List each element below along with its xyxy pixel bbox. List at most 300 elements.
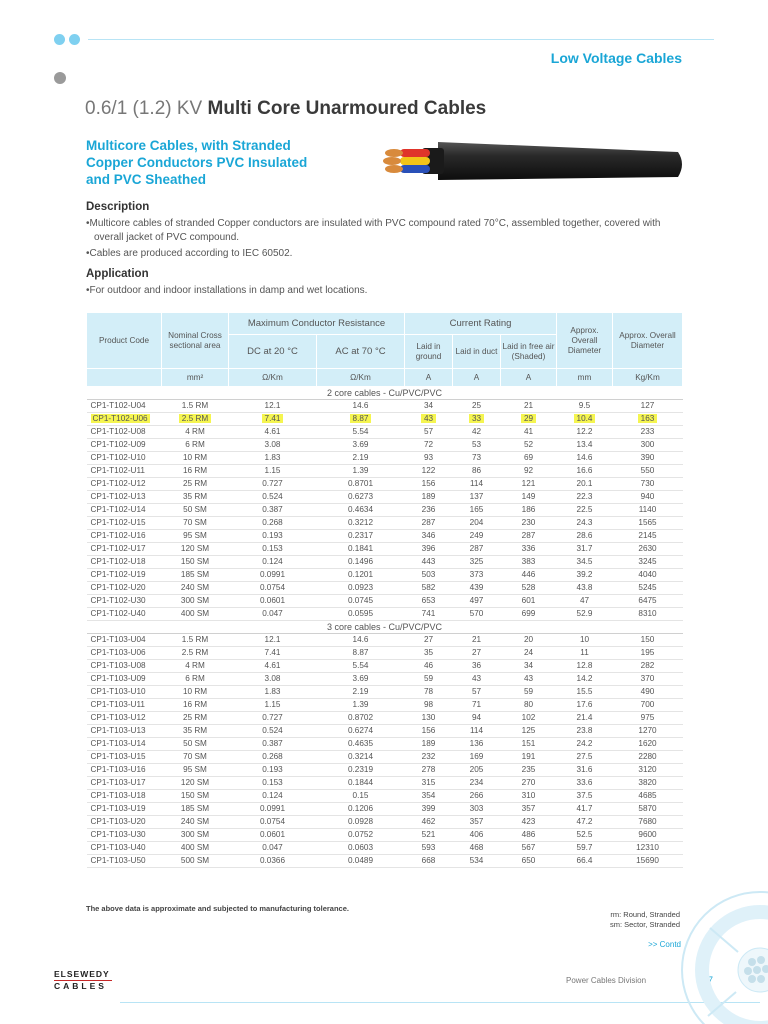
product-code-cell [87, 478, 162, 491]
table-cell [317, 647, 405, 660]
table-cell [229, 855, 317, 868]
cell-value: 593 [421, 843, 436, 852]
table-cell [229, 530, 317, 543]
cell-value: 20 [523, 635, 534, 644]
cell-value: 66.4 [576, 856, 593, 865]
cell-value: 0.0745 [347, 596, 374, 605]
table-cell [453, 491, 501, 504]
cell-value: 357 [469, 817, 484, 826]
cell-value: 0.124 [262, 791, 283, 800]
table-row [87, 803, 683, 816]
header-weight: Approx. Overall Diameter [613, 313, 683, 369]
cell-value: 0.268 [262, 518, 283, 527]
table-cell [501, 842, 557, 855]
table-cell [162, 790, 229, 803]
cell-value: 1270 [638, 726, 657, 735]
cell-value: 0.0928 [347, 817, 374, 826]
table-cell [613, 634, 683, 647]
table-cell [229, 790, 317, 803]
description-text [86, 217, 666, 261]
table-row [87, 829, 683, 842]
table-cell [162, 699, 229, 712]
group-label: 2 core cables - Cu/PVC/PVC [87, 387, 683, 400]
cell-value: CP1-T103-U04 [90, 635, 146, 644]
table-cell [501, 504, 557, 517]
cell-value: CP1-T103-U30 [90, 830, 146, 839]
table-cell [613, 712, 683, 725]
table-cell [229, 569, 317, 582]
group-label: 3 core cables - Cu/PVC/PVC [87, 621, 683, 634]
table-cell [453, 517, 501, 530]
table-cell [405, 491, 453, 504]
table-cell [501, 569, 557, 582]
cell-value: 975 [640, 713, 655, 722]
cell-value: CP1-T103-U11 [90, 700, 145, 709]
product-code-cell [87, 842, 162, 855]
legend-item: sm: Sector, Stranded [609, 920, 680, 929]
cell-value: CP1-T103-U13 [90, 726, 146, 735]
table-cell [162, 530, 229, 543]
cell-value: 300 SM [180, 830, 210, 839]
table-cell [405, 816, 453, 829]
decorative-dots [54, 34, 80, 45]
cell-value: 35 RM [182, 726, 208, 735]
table-cell [453, 465, 501, 478]
cell-value: 78 [423, 687, 434, 696]
cell-value: 12.1 [264, 635, 281, 644]
table-cell [162, 504, 229, 517]
cell-value: 29 [521, 414, 536, 423]
table-cell [405, 738, 453, 751]
cell-value: 5870 [638, 804, 657, 813]
cell-value: 300 SM [180, 596, 210, 605]
product-code-cell [87, 764, 162, 777]
table-cell [162, 465, 229, 478]
cell-value: 46 [423, 661, 434, 670]
cell-value: 287 [469, 544, 484, 553]
application-heading: Application [86, 268, 149, 280]
table-cell [317, 569, 405, 582]
cell-value: 189 [421, 492, 436, 501]
table-cell [229, 764, 317, 777]
table-row [87, 660, 683, 673]
table-cell [229, 556, 317, 569]
cell-value: 443 [421, 557, 436, 566]
table-cell [405, 790, 453, 803]
table-cell [162, 595, 229, 608]
cell-value: 8.87 [352, 648, 369, 657]
cell-value: 0.387 [262, 505, 283, 514]
cell-value: CP1-T103-U16 [90, 765, 146, 774]
cell-value: 28.6 [576, 531, 593, 540]
table-cell [317, 595, 405, 608]
cell-value: 10 [579, 635, 590, 644]
cell-value: 270 [521, 778, 536, 787]
table-cell [317, 816, 405, 829]
cell-value: 0.193 [262, 765, 283, 774]
product-code-cell [87, 673, 162, 686]
table-cell [453, 595, 501, 608]
cell-value: 0.3214 [347, 752, 374, 761]
cell-value: 52.5 [576, 830, 593, 839]
table-cell [613, 660, 683, 673]
cell-value: 4.61 [264, 661, 281, 670]
units-row [87, 369, 683, 387]
table-cell [557, 660, 613, 673]
cell-value: CP1-T103-U08 [90, 661, 146, 670]
cell-value: 36 [471, 661, 482, 670]
cell-value: 0.0754 [259, 583, 286, 592]
table-cell [453, 699, 501, 712]
table-cell [613, 452, 683, 465]
cell-value: 266 [469, 791, 484, 800]
cable-image [378, 130, 688, 190]
cell-value: CP1-T103-U18 [90, 791, 146, 800]
cell-value: 582 [421, 583, 436, 592]
table-cell [229, 738, 317, 751]
table-cell [317, 777, 405, 790]
table-cell [405, 569, 453, 582]
cell-value: 52.9 [576, 609, 593, 618]
cell-value: 653 [421, 596, 436, 605]
cell-value: 0.1206 [347, 804, 374, 813]
cell-value: 0.0489 [347, 856, 374, 865]
table-cell [317, 465, 405, 478]
cell-value: 400 SM [180, 609, 210, 618]
cell-value: 185 SM [180, 570, 210, 579]
table-cell [453, 790, 501, 803]
cell-value: CP1-T102-U19 [90, 570, 146, 579]
cell-value: 120 SM [180, 544, 210, 553]
cell-value: 1.83 [264, 453, 281, 462]
table-cell [501, 790, 557, 803]
table-cell [453, 413, 501, 426]
table-cell [317, 829, 405, 842]
cell-value: CP1-T102-U09 [90, 440, 146, 449]
unit-cell: Kg/Km [613, 369, 683, 387]
table-cell [613, 803, 683, 816]
cell-value: 59 [523, 687, 534, 696]
group-row [87, 621, 683, 634]
product-code-cell [87, 647, 162, 660]
cell-value: 0.1496 [347, 557, 374, 566]
cell-value: 0.387 [262, 739, 283, 748]
cell-value: 10.4 [574, 414, 596, 423]
table-cell [229, 595, 317, 608]
table-cell [453, 400, 501, 413]
cell-value: 325 [469, 557, 484, 566]
cell-value: 25 RM [182, 713, 208, 722]
cell-value: 125 [521, 726, 536, 735]
table-cell [162, 400, 229, 413]
cell-value: 315 [421, 778, 436, 787]
cell-value: CP1-T103-U20 [90, 817, 146, 826]
cell-value: 43 [421, 414, 436, 423]
section-title: Low Voltage Cables [550, 50, 682, 66]
cell-value: 534 [469, 856, 484, 865]
table-cell [162, 543, 229, 556]
table-cell [405, 712, 453, 725]
table-cell [162, 582, 229, 595]
header-air: Laid in free air (Shaded) [501, 335, 557, 369]
cell-value: 35 RM [182, 492, 208, 501]
table-row [87, 686, 683, 699]
cell-value: 3820 [638, 778, 657, 787]
table-cell [317, 608, 405, 621]
table-cell [317, 413, 405, 426]
cell-value: CP1-T102-U13 [90, 492, 146, 501]
cell-value: CP1-T103-U14 [90, 739, 146, 748]
table-cell [229, 400, 317, 413]
table-cell [229, 452, 317, 465]
cell-value: 52 [523, 440, 534, 449]
table-cell [557, 829, 613, 842]
cell-value: 7.41 [264, 648, 281, 657]
product-code-cell [87, 504, 162, 517]
cell-value: 6 RM [185, 440, 205, 449]
table-cell [162, 816, 229, 829]
cell-value: CP1-T102-U08 [90, 427, 146, 436]
cell-value: 0.524 [262, 492, 283, 501]
description-line: • Cables are produced according to IEC 60502. [86, 247, 666, 261]
cell-value: 400 SM [180, 843, 210, 852]
cell-value: 0.15 [352, 791, 369, 800]
table-row [87, 452, 683, 465]
table-cell [613, 608, 683, 621]
decorative-dot [54, 34, 65, 45]
table-cell [557, 634, 613, 647]
cell-value: 150 SM [180, 791, 210, 800]
cell-value: 122 [421, 466, 436, 475]
table-cell [501, 530, 557, 543]
cell-value: 130 [421, 713, 436, 722]
product-code-cell [87, 413, 162, 426]
table-cell [317, 712, 405, 725]
table-row [87, 647, 683, 660]
product-code-cell [87, 569, 162, 582]
product-code-cell [87, 582, 162, 595]
table-cell [405, 556, 453, 569]
cell-value: CP1-T102-U04 [90, 401, 146, 410]
cell-value: 601 [521, 596, 536, 605]
product-code-cell [87, 556, 162, 569]
cell-value: 16.6 [576, 466, 593, 475]
cell-value: 95 SM [183, 531, 207, 540]
cell-value: CP1-T103-U17 [90, 778, 146, 787]
cell-value: 12.1 [264, 401, 281, 410]
table-row [87, 504, 683, 517]
cell-value: 0.4635 [347, 739, 374, 748]
table-cell [557, 413, 613, 426]
cell-value: 204 [469, 518, 484, 527]
table-cell [557, 517, 613, 530]
table-cell [557, 569, 613, 582]
table-cell [405, 751, 453, 764]
cell-value: 70 SM [183, 752, 207, 761]
header-max-resistance: Maximum Conductor Resistance [229, 313, 405, 335]
cell-value: 0.153 [262, 544, 283, 553]
cell-value: 0.268 [262, 752, 283, 761]
table-row [87, 790, 683, 803]
cell-value: 2.19 [352, 687, 369, 696]
header-product-code: Product Code [87, 313, 162, 369]
table-cell [501, 725, 557, 738]
table-cell [405, 855, 453, 868]
cell-value: 2.5 RM [181, 648, 209, 657]
cell-value: 236 [421, 505, 436, 514]
table-cell [317, 673, 405, 686]
continued-link[interactable]: >> Contd [648, 940, 681, 949]
table-cell [317, 842, 405, 855]
table-cell [501, 595, 557, 608]
cell-value: 39.2 [576, 570, 593, 579]
cell-value: 383 [521, 557, 536, 566]
cell-value: 4040 [638, 570, 657, 579]
table-cell [613, 413, 683, 426]
product-code-cell [87, 608, 162, 621]
table-row [87, 556, 683, 569]
table-row [87, 725, 683, 738]
table-cell [501, 413, 557, 426]
table-cell [557, 556, 613, 569]
table-cell [613, 751, 683, 764]
table-cell [557, 764, 613, 777]
table-cell [405, 699, 453, 712]
cell-value: 730 [640, 479, 655, 488]
cell-value: 0.8701 [347, 479, 374, 488]
table-cell [557, 673, 613, 686]
table-cell [453, 764, 501, 777]
table-cell [229, 660, 317, 673]
header-ac: AC at 70 °C [317, 335, 405, 369]
cell-value: 151 [521, 739, 536, 748]
product-code-cell [87, 803, 162, 816]
cell-value: 0.6274 [347, 726, 374, 735]
table-cell [453, 738, 501, 751]
cell-value: 3.69 [352, 440, 369, 449]
unit-cell: A [453, 369, 501, 387]
table-cell [317, 452, 405, 465]
unit-cell: mm [557, 369, 613, 387]
table-cell [162, 673, 229, 686]
legend-item: rm: Round, Stranded [610, 910, 680, 919]
table-cell [229, 582, 317, 595]
cell-value: 47.2 [576, 817, 593, 826]
cell-value: 0.193 [262, 531, 283, 540]
cell-value: 234 [469, 778, 484, 787]
table-cell [317, 491, 405, 504]
table-cell [229, 439, 317, 452]
table-cell [501, 426, 557, 439]
table-cell [453, 582, 501, 595]
table-cell [405, 413, 453, 426]
table-cell [453, 543, 501, 556]
cell-value: 0.0601 [259, 596, 286, 605]
cell-value: 37.5 [576, 791, 593, 800]
cell-value: 303 [469, 804, 484, 813]
table-cell [557, 712, 613, 725]
cell-value: 4 RM [185, 661, 205, 670]
cell-value: 21 [523, 401, 534, 410]
table-cell [613, 530, 683, 543]
cell-value: 0.3212 [347, 518, 374, 527]
table-row [87, 517, 683, 530]
cell-value: 3120 [638, 765, 657, 774]
table-cell [317, 400, 405, 413]
table-cell [613, 504, 683, 517]
cell-value: CP1-T102-U18 [90, 557, 146, 566]
cell-value: 53 [471, 440, 482, 449]
table-cell [453, 686, 501, 699]
cell-value: 232 [421, 752, 436, 761]
table-row [87, 439, 683, 452]
cell-value: 12310 [636, 843, 659, 852]
cell-value: 399 [421, 804, 436, 813]
table-cell [229, 751, 317, 764]
cell-value: CP1-T103-U15 [90, 752, 146, 761]
table-cell [613, 595, 683, 608]
product-code-cell [87, 634, 162, 647]
cell-value: 150 SM [180, 557, 210, 566]
cell-value: 0.727 [262, 479, 283, 488]
cell-value: 0.0754 [259, 817, 286, 826]
cell-value: 0.047 [262, 843, 283, 852]
table-cell [229, 478, 317, 491]
table-cell [557, 504, 613, 517]
cell-value: CP1-T103-U19 [90, 804, 146, 813]
table-cell [317, 803, 405, 816]
cell-value: 0.8702 [347, 713, 374, 722]
cell-value: 33 [469, 414, 484, 423]
cell-value: 0.0991 [259, 570, 286, 579]
cell-value: CP1-T103-U50 [90, 856, 146, 865]
table-row [87, 738, 683, 751]
cell-value: 468 [469, 843, 484, 852]
table-cell [501, 816, 557, 829]
cell-value: 462 [421, 817, 436, 826]
table-cell [501, 803, 557, 816]
product-code-cell [87, 517, 162, 530]
table-cell [453, 842, 501, 855]
cell-value: 59.7 [576, 843, 593, 852]
cell-value: 490 [640, 687, 655, 696]
table-cell [557, 530, 613, 543]
table-body [87, 387, 683, 868]
cell-value: 503 [421, 570, 436, 579]
cell-value: 287 [521, 531, 536, 540]
product-code-cell [87, 790, 162, 803]
cell-value: 2.19 [352, 453, 369, 462]
table-cell [557, 777, 613, 790]
cell-value: 2630 [638, 544, 657, 553]
cell-value: 73 [471, 453, 482, 462]
table-cell [229, 517, 317, 530]
cell-value: 567 [521, 843, 536, 852]
table-cell [405, 582, 453, 595]
cell-value: 21 [471, 635, 482, 644]
table-cell [557, 751, 613, 764]
table-row [87, 569, 683, 582]
cell-value: 0.0603 [347, 843, 374, 852]
table-row [87, 712, 683, 725]
cell-value: 396 [421, 544, 436, 553]
cell-value: 0.2317 [347, 531, 374, 540]
table-cell [613, 439, 683, 452]
cell-value: 5245 [638, 583, 657, 592]
cell-value: 8310 [638, 609, 657, 618]
product-code-cell [87, 400, 162, 413]
table-cell [613, 686, 683, 699]
